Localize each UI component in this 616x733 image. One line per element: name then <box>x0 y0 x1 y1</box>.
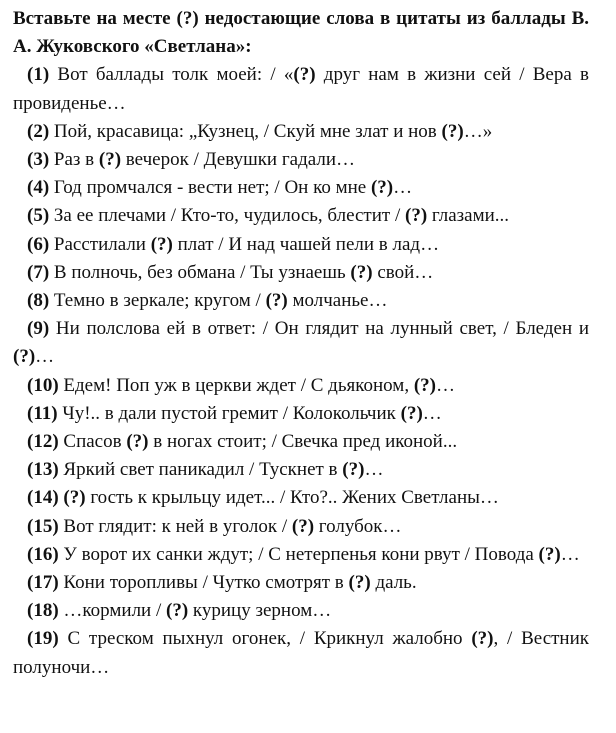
quote-text: Ни полслова ей в ответ: / Он глядит на лунный свет, / Бледен и <box>55 318 590 340</box>
quote-item <box>13 456 589 484</box>
missing-word-marker: (?) <box>150 233 173 255</box>
quote-number: (8) <box>27 290 50 312</box>
quote-item <box>13 315 589 371</box>
quote-text: … <box>422 402 442 424</box>
quote-text: Год промчался - вести нет; / Он ко мне <box>53 177 371 199</box>
quote-text: Чу!.. в дали пустой гремит / Колокольчик <box>62 402 401 424</box>
quote-text: Вот глядит: к ней в уголок / <box>63 515 292 537</box>
quote-text: Вот баллады толк моей: / « <box>57 64 294 86</box>
missing-word-marker: (?) <box>538 543 561 565</box>
quote-item <box>13 625 589 681</box>
quote-number: (19) <box>27 628 59 650</box>
quote-item <box>13 61 589 117</box>
quote-number: (17) <box>27 572 59 594</box>
quote-list <box>13 61 589 681</box>
quote-text: голубок… <box>314 515 402 537</box>
quote-item <box>13 174 589 202</box>
quote-number: (15) <box>27 515 59 537</box>
missing-word-marker: (?) <box>471 628 494 650</box>
quote-text: … <box>393 177 413 199</box>
quote-item <box>13 118 589 146</box>
missing-word-marker: (?) <box>63 487 86 509</box>
quote-text: плат / И над чашей пели в лад… <box>172 233 440 255</box>
quote-number: (4) <box>27 177 50 199</box>
missing-word-marker: (?) <box>342 459 365 481</box>
quote-item <box>13 484 589 512</box>
missing-word-marker: (?) <box>370 177 394 199</box>
quote-text: С треском пыхнул огонек, / Крикнул жалобно <box>67 628 472 650</box>
quote-number: (1) <box>27 64 50 86</box>
quote-item <box>13 372 589 400</box>
missing-word-marker: (?) <box>293 64 316 86</box>
quote-number: (18) <box>27 600 59 622</box>
missing-word-marker: (?) <box>405 205 428 227</box>
quote-text: … <box>35 346 55 368</box>
missing-word-marker: (?) <box>441 120 464 142</box>
quote-text: Спасов <box>63 431 127 453</box>
quote-text: … <box>560 543 580 565</box>
missing-word-marker: (?) <box>126 431 149 453</box>
missing-word-marker: (?) <box>413 374 436 396</box>
quote-number: (14) <box>27 487 59 509</box>
quote-text: Едем! Поп уж в церкви ждет / С дьяконом, <box>63 374 414 396</box>
quote-text: … <box>435 374 455 396</box>
quote-item <box>13 569 589 597</box>
quote-number: (2) <box>27 120 50 142</box>
quote-item <box>13 400 589 428</box>
quote-number: (9) <box>27 318 50 340</box>
missing-word-marker: (?) <box>400 402 423 424</box>
quote-text: молчанье… <box>287 290 388 312</box>
quote-item <box>13 513 589 541</box>
quote-item <box>13 428 589 456</box>
quote-text: Расстилали <box>53 233 151 255</box>
quote-text: друг нам в жизни сей / Вера в провиденье… <box>13 64 590 114</box>
quote-number: (7) <box>27 261 50 283</box>
task-title: Вставьте на месте (?) недостающие слова в цитаты из баллады В. А. Жуковского «Светлана»: <box>13 8 589 58</box>
quote-text: свой… <box>372 261 434 283</box>
quote-number: (6) <box>27 233 50 255</box>
missing-word-marker: (?) <box>265 290 288 312</box>
quote-number: (10) <box>27 374 59 396</box>
quote-number: (5) <box>27 205 50 227</box>
quote-text: Кони торопливы / Чутко смотрят в <box>63 572 349 594</box>
quote-text: Яркий свет паникадил / Тускнет в <box>63 459 343 481</box>
quote-text: даль. <box>370 572 417 594</box>
quote-text: За ее плечами / Кто-то, чудилось, блестит / <box>53 205 405 227</box>
missing-word-marker: (?) <box>291 515 315 537</box>
quote-number: (13) <box>27 459 59 481</box>
quote-number: (3) <box>27 149 50 171</box>
quote-text: , / Вестник полуночи… <box>13 628 589 678</box>
quote-number: (11) <box>27 402 58 424</box>
quote-item <box>13 597 589 625</box>
quote-text: в ногах стоит; / Свечка пред иконой... <box>148 431 458 453</box>
quote-text: гость к крыльцу идет... / Кто?.. Жених Светланы… <box>85 487 499 509</box>
missing-word-marker: (?) <box>348 572 371 594</box>
quote-item <box>13 146 589 174</box>
quote-text: Темно в зеркале; кругом / <box>53 290 266 312</box>
quote-text: вечерок / Девушки гадали… <box>121 149 355 171</box>
missing-word-marker: (?) <box>166 600 189 622</box>
quote-number: (12) <box>27 431 59 453</box>
document <box>13 5 589 682</box>
quote-text: У ворот их санки ждут; / С нетерпенья кони рвут / Повода <box>63 543 539 565</box>
quote-item <box>13 287 589 315</box>
quote-text: В полночь, без обмана / Ты узнаешь <box>53 261 351 283</box>
quote-item <box>13 259 589 287</box>
missing-word-marker: (?) <box>350 261 373 283</box>
quote-text: …кормили / <box>63 600 167 622</box>
quote-item <box>13 231 589 259</box>
quote-number: (16) <box>27 543 59 565</box>
missing-word-marker: (?) <box>13 346 36 368</box>
missing-word-marker: (?) <box>98 149 122 171</box>
quote-item <box>13 202 589 230</box>
quote-text: Пой, красавица: „Кузнец, / Скуй мне злат и нов <box>53 120 442 142</box>
quote-text: … <box>364 459 384 481</box>
quote-text: …» <box>463 120 493 142</box>
quote-item <box>13 541 589 569</box>
quote-text: курицу зерном… <box>188 600 332 622</box>
quote-text: Раз в <box>53 149 99 171</box>
quote-text: глазами... <box>427 205 510 227</box>
